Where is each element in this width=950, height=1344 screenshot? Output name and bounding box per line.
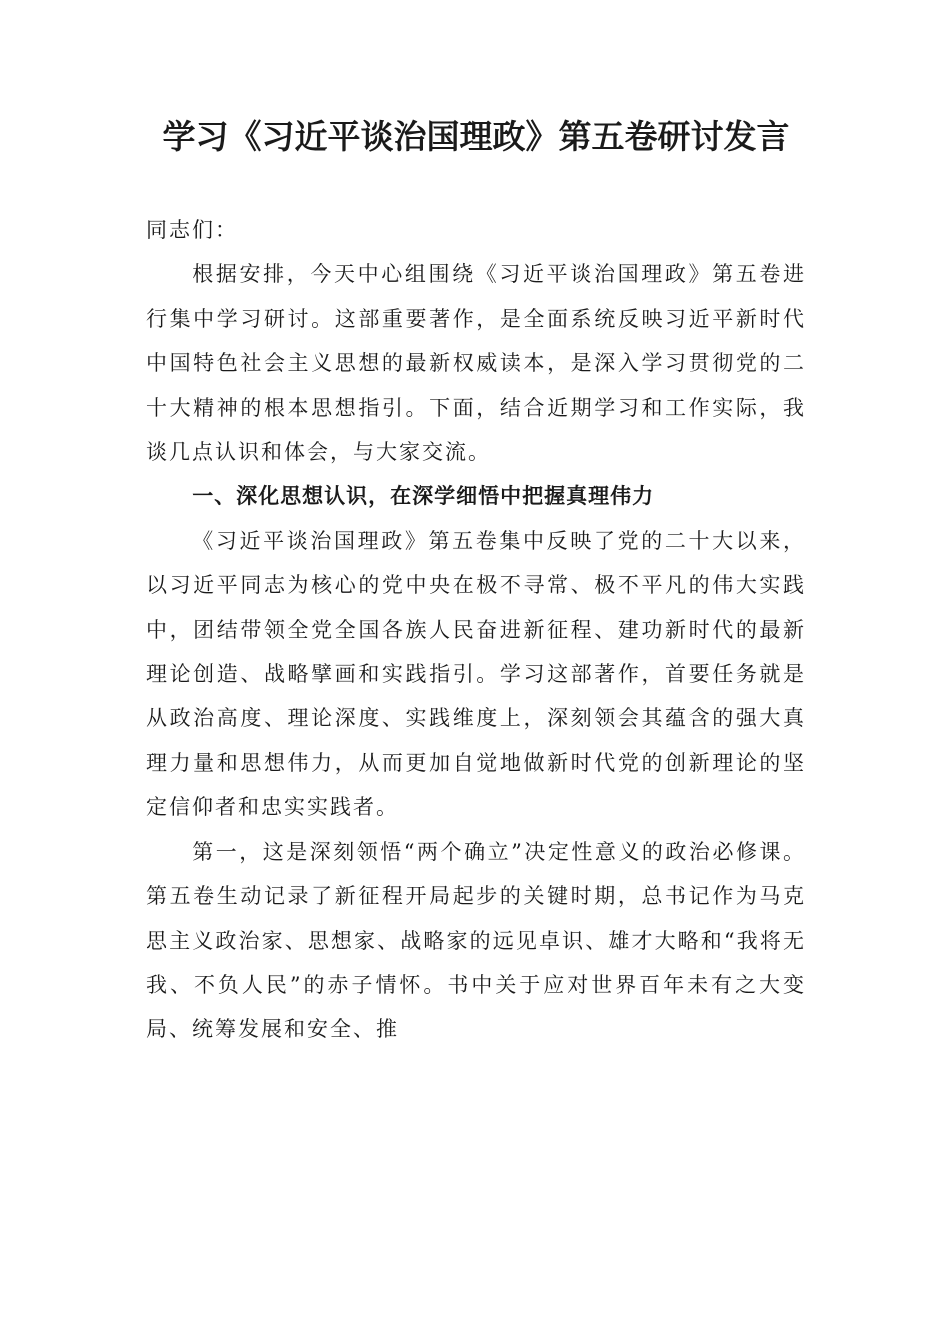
section-heading: 一、深化思想认识，在深学细悟中把握真理伟力 <box>192 484 655 509</box>
intro-paragraph: 根据安排，今天中心组围绕《习近平谈治国理政》第五卷进行集中学习研讨。这部重要著作，是全面系统反映习近平新时代中国特色社会主义思想的最新权威读本，是深入学习贯彻党的二十大精神的根本思想指引。下面，结合近期学习和工作实际，我谈几点认识和体会，与大家交流。 <box>146 262 806 465</box>
document-page <box>146 112 806 1052</box>
salutation: 同志们： <box>146 218 238 242</box>
section-paragraph: 《习近平谈治国理政》第五卷集中反映了党的二十大以来，以习近平同志为核心的党中央在极不寻常、极不平凡的伟大实践中，团结带领全党全国各族人民奋进新征程、建功新时代的最新理论创造、战略擘画和实践指引。学习这部著作，首要任务就是从政治高度、理论深度、实践维度上，深刻领会其蕴含的强大真理力量和思想伟力，从而更加自觉地做新时代党的创新理论的坚定信仰者和忠实实践者。 <box>146 528 806 820</box>
section-paragraph: 第一，这是深刻领悟“两个确立”决定性意义的政治必修课。第五卷生动记录了新征程开局起步的关键时期，总书记作为马克思主义政治家、思想家、战略家的远见卓识、雄才大略和“我将无我、不负人民”的赤子情怀。书中关于应对世界百年未有之大变局、统筹发展和安全、推 <box>146 839 806 1042</box>
document-title: 学习《习近平谈治国理政》第五卷研讨发言 <box>162 117 790 156</box>
